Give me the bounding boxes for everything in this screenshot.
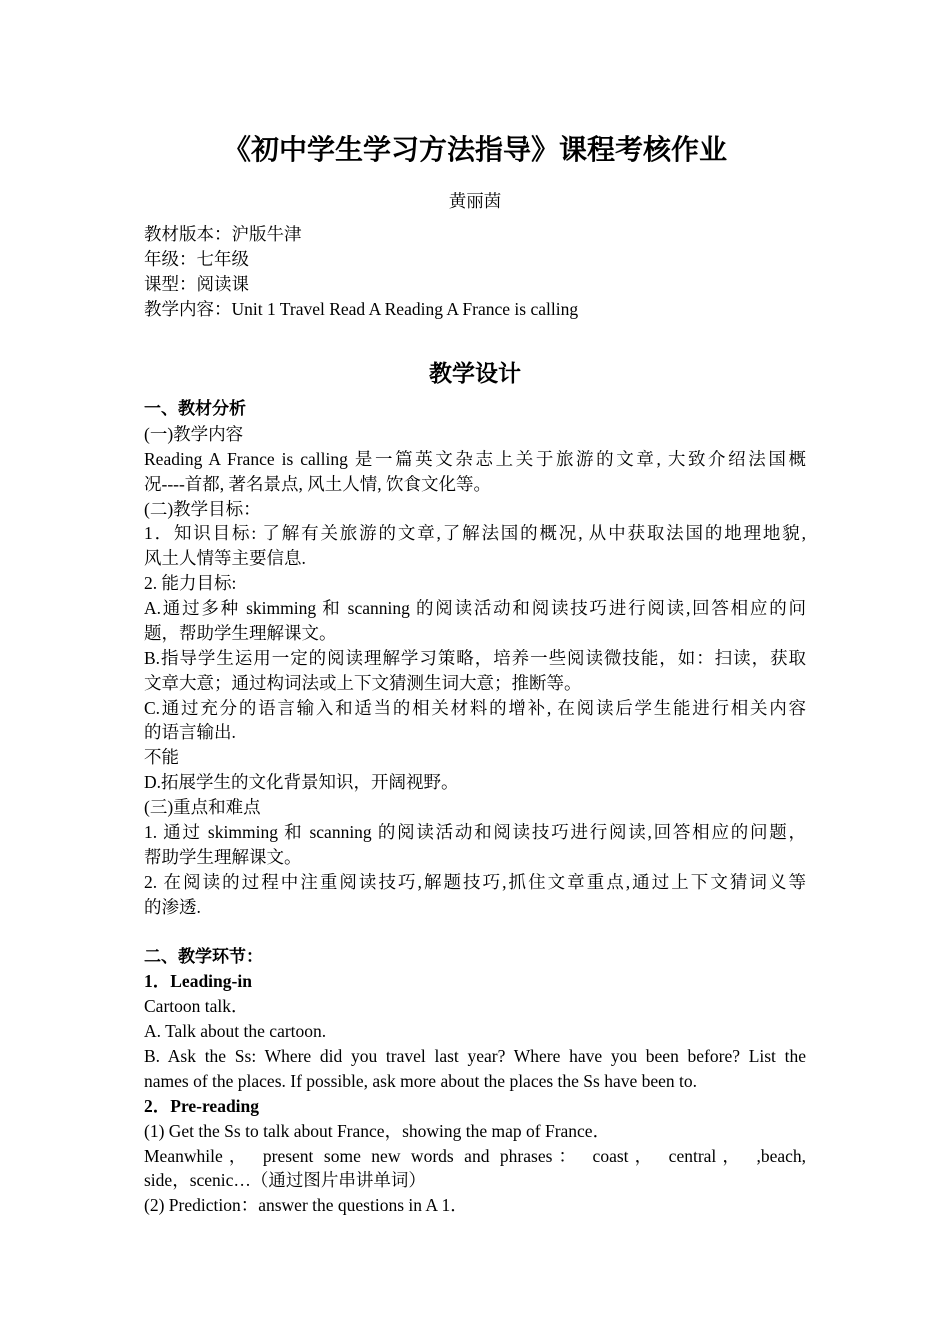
goal1-line: 1．知识目标: 了解有关旅游的文章,了解法国的概况, 从中获取法国的地理地貌, [144, 523, 806, 543]
key1-line: 1. 通过 skimming 和 scanning 的阅读活动和阅读技巧进行阅读,回答相应的问题， [144, 822, 806, 842]
goal-note: 不能 [144, 747, 179, 767]
meta-content: 教学内容：Unit 1 Travel Read A Reading A France is calling [144, 299, 579, 319]
goalA-line: A.通过多种 skimming 和 scanning 的阅读活动和阅读技巧进行阅读,回答相应的问 [144, 598, 806, 618]
step1-intro: Cartoon talk． [144, 996, 249, 1016]
step1-item-a: A. Talk about the cartoon. [144, 1021, 327, 1041]
part1-heading: 一、教材分析 [144, 399, 246, 419]
sub1-heading: (一)教学内容 [144, 424, 244, 444]
key2-line: 2. 在阅读的过程中注重阅读技巧,解题技巧,抓住文章重点,通过上下文猜词义等 [144, 872, 806, 892]
goalB-line: 文章大意；通过构词法或上下文猜测生词大意；推断等。 [144, 673, 582, 693]
meta-lesson-type: 课型：阅读课 [144, 274, 249, 294]
step2-item-2: (2) Prediction：answer the questions in A 1． [144, 1195, 468, 1215]
sub1-text-line: Reading A France is calling 是一篇英文杂志上关于旅游的文章, 大致介绍法国概 [144, 449, 806, 469]
step1-item-b-line: B. Ask the Ss: Where did you travel last year? Where have you been before? List the [144, 1046, 806, 1066]
step1-title: 1．Leading-in [144, 971, 252, 991]
goal2-heading: 2. 能力目标: [144, 573, 237, 593]
goal1-line: 风土人情等主要信息. [144, 548, 306, 568]
meta-textbook: 教材版本：沪版牛津 [144, 224, 302, 244]
section-title: 教学设计 [429, 361, 521, 387]
goalC-line: C.通过充分的语言输入和适当的相关材料的增补, 在阅读后学生能进行相关内容 [144, 698, 806, 718]
step2-item-words-line: Meanwhile， present some new words and phrases： coast， central， ,beach, [144, 1146, 806, 1166]
sub1-text-line: 况----首都, 著名景点, 风土人情, 饮食文化等。 [144, 474, 492, 494]
goalB-line: B.指导学生运用一定的阅读理解学习策略，培养一些阅读微技能，如：扫读，获取 [144, 648, 806, 668]
sub3-heading: (三)重点和难点 [144, 797, 261, 817]
step1-item-b-line: names of the places. If possible, ask more about the places the Ss have been to. [144, 1071, 698, 1091]
meta-grade: 年级：七年级 [144, 249, 249, 269]
goalD-line: D.拓展学生的文化背景知识，开阔视野。 [144, 772, 459, 792]
document-title: 《初中学生学习方法指导》课程考核作业 [222, 133, 727, 166]
key2-line: 的渗透. [144, 897, 201, 917]
step2-item-1: (1) Get the Ss to talk about France，showing the map of France． [144, 1121, 611, 1141]
part2-heading: 二、教学环节： [144, 947, 263, 967]
step2-item-words-line: side，scenic…（通过图片串讲单词） [144, 1170, 426, 1190]
key1-line: 帮助学生理解课文。 [144, 847, 302, 867]
goalC-line: 的语言输出. [144, 722, 236, 742]
goalA-line: 题，帮助学生理解课文。 [144, 623, 337, 643]
sub2-heading: (二)教学目标： [144, 499, 261, 519]
step2-title: 2．Pre-reading [144, 1096, 260, 1116]
author-name: 黄丽茵 [448, 191, 502, 211]
